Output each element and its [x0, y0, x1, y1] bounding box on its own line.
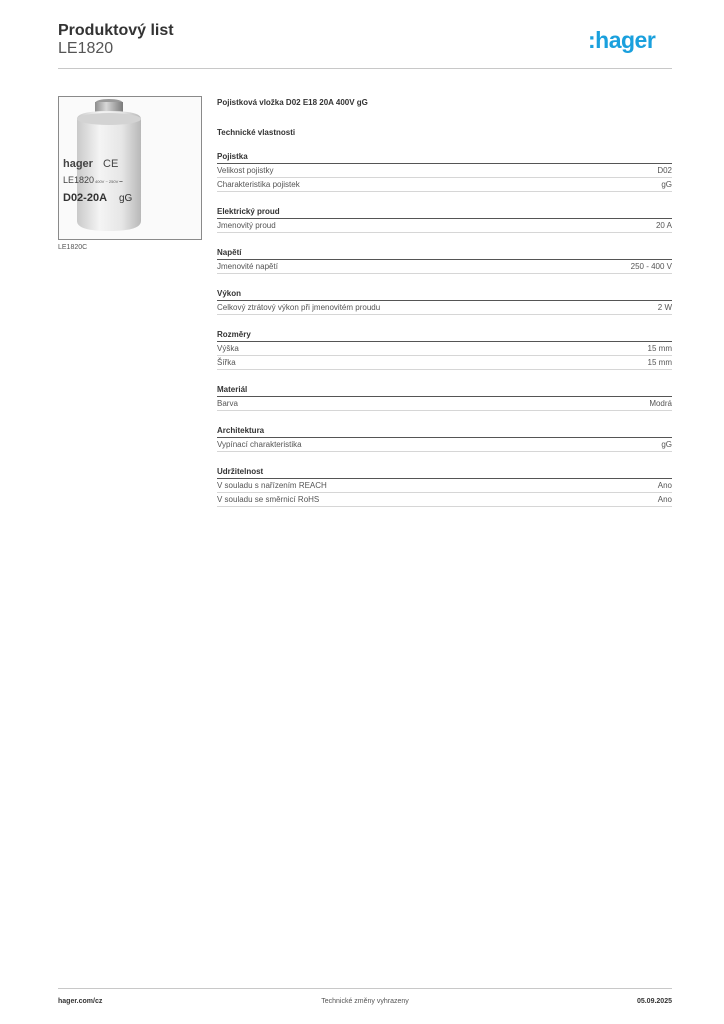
- property-label: V souladu s nařízením REACH: [217, 481, 327, 490]
- property-row: [217, 219, 672, 233]
- property-section: [217, 206, 672, 233]
- technical-properties-heading: Technické vlastnosti: [217, 128, 296, 137]
- section-title: Napětí: [217, 247, 672, 260]
- image-caption: LE1820C: [58, 244, 88, 251]
- section-title: Udržitelnost: [217, 466, 672, 479]
- property-row: [217, 493, 672, 507]
- property-section: [217, 425, 672, 452]
- property-label: Výška: [217, 344, 239, 353]
- property-value: 250 - 400 V: [630, 262, 672, 271]
- label-class: gG: [119, 193, 133, 204]
- property-value: 2 W: [657, 303, 672, 312]
- property-section: [217, 288, 672, 315]
- header-divider: [58, 68, 672, 69]
- label-volts: 400V ~ 250V ⎓: [95, 179, 123, 184]
- property-row: [217, 356, 672, 370]
- property-label: V souladu se směrnicí RoHS: [217, 495, 320, 504]
- property-label: Jmenovité napětí: [217, 262, 278, 271]
- property-label: Vypínací charakteristika: [217, 440, 302, 449]
- property-label: Charakteristika pojistek: [217, 180, 300, 189]
- property-label: Barva: [217, 399, 238, 408]
- document-title: Produktový list: [58, 22, 174, 39]
- section-title: Architektura: [217, 425, 672, 438]
- section-title: Výkon: [217, 288, 672, 301]
- fuse-illustration: [59, 97, 201, 239]
- property-value: 15 mm: [647, 358, 672, 367]
- product-details: [217, 97, 672, 507]
- label-rating: D02-20A: [63, 192, 108, 204]
- property-value: gG: [661, 180, 672, 189]
- property-value: D02: [657, 166, 672, 175]
- property-row: [217, 178, 672, 192]
- product-code: LE1820: [58, 40, 114, 57]
- label-brand: hager: [63, 158, 93, 170]
- footer-date: 05.09.2025: [636, 998, 672, 1005]
- hager-logo: [588, 28, 672, 54]
- property-value: 15 mm: [647, 344, 672, 353]
- property-row: [217, 397, 672, 411]
- property-label: Šířka: [217, 358, 236, 367]
- property-row: [217, 438, 672, 452]
- property-value: Ano: [657, 495, 672, 504]
- product-name: Pojistková vložka D02 E18 20A 400V gG: [217, 98, 368, 107]
- section-title: Materiál: [217, 384, 672, 397]
- property-row: [217, 342, 672, 356]
- page-footer: [58, 998, 672, 1010]
- property-section: [217, 329, 672, 370]
- property-label: Jmenovitý proud: [217, 221, 276, 230]
- section-title: Elektrický proud: [217, 206, 672, 219]
- property-section: [217, 466, 672, 507]
- property-row: [217, 479, 672, 493]
- page-header: [58, 20, 672, 70]
- property-row: [217, 260, 672, 274]
- label-ce: CE: [103, 158, 119, 170]
- logo-text: :hager: [588, 28, 656, 53]
- product-image: [58, 96, 202, 240]
- property-value: gG: [661, 440, 672, 449]
- property-row: [217, 164, 672, 178]
- property-section: [217, 151, 672, 192]
- property-label: Celkový ztrátový výkon při jmenovitém proudu: [217, 303, 381, 312]
- footer-website[interactable]: hager.com/cz: [58, 998, 103, 1005]
- property-value: Modrá: [649, 399, 672, 408]
- section-title: Pojistka: [217, 151, 672, 164]
- property-value: 20 A: [655, 221, 672, 230]
- footer-divider: [58, 988, 672, 989]
- property-row: [217, 301, 672, 315]
- property-value: Ano: [657, 481, 672, 490]
- property-section: [217, 384, 672, 411]
- footer-note: Technické změny vyhrazeny: [321, 998, 409, 1005]
- property-label: Velikost pojistky: [217, 166, 274, 175]
- label-code: LE1820: [63, 175, 95, 185]
- section-title: Rozměry: [217, 329, 672, 342]
- property-section: [217, 247, 672, 274]
- properties-list: [217, 151, 672, 507]
